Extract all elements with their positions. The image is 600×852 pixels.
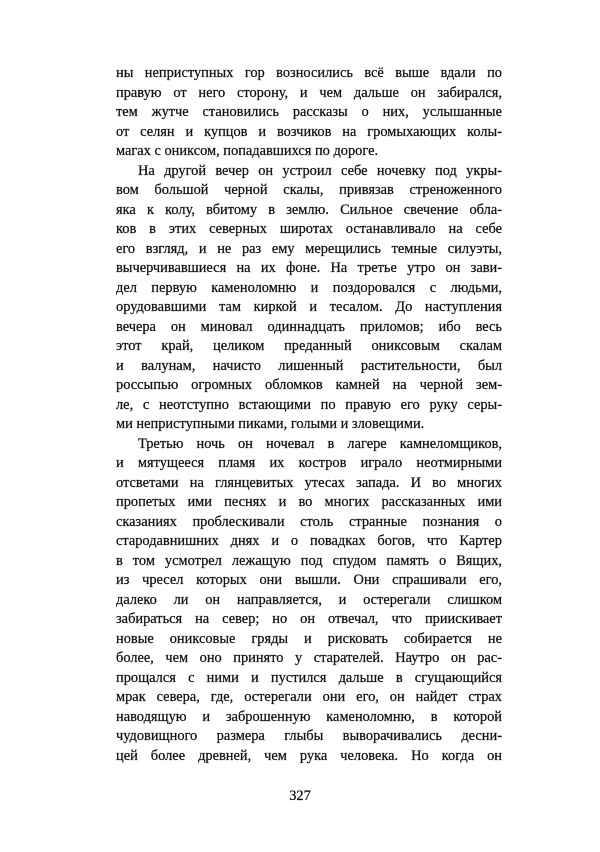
body-text bbox=[116, 64, 502, 766]
text-line: дел первую каменоломню и поздоровался с людьми, bbox=[116, 279, 502, 296]
text-line: от селян и купцов и возчиков на громыхающих колы- bbox=[116, 123, 502, 140]
text-line: его взгляд, и не раз ему мерещились темные силуэты, bbox=[116, 240, 502, 257]
text-line: ков в этих северных широтах останавливало на себе bbox=[116, 221, 502, 237]
text-line: далеко ли он направляется, и остерегали слишком bbox=[116, 591, 502, 608]
text-line: отсветами на глянцевитых утесах запада. И во многих bbox=[116, 474, 502, 491]
text-line: вычерчивавшиеся на их фоне. На третье утро он зави- bbox=[116, 260, 502, 276]
text-line: забираться на север; но он отвечал, что приискивает bbox=[116, 611, 502, 627]
text-line: наводящую и заброшенную каменоломню, в которой bbox=[116, 708, 502, 725]
text-line: этот край, целиком преданный ониксовым скалам bbox=[116, 338, 502, 354]
text-line: мрак севера, где, остерегали они его, он найдет страх bbox=[116, 689, 502, 705]
text-line: чудовищного размера глыбы выворачивались десни- bbox=[116, 728, 502, 744]
text-line: правую от него сторону, и чем дальше он забирался, bbox=[116, 84, 502, 101]
text-line: ми неприступными пиками, голыми и зловещими. bbox=[116, 416, 425, 432]
text-line: из чресел которых они вышли. Они спрашивали его, bbox=[116, 572, 502, 588]
text-line: цей более древней, чем рука человека. Но когда он bbox=[116, 747, 502, 764]
text-line: стародавнишних днях и о повадках богов, что Картер bbox=[116, 533, 502, 549]
text-line: пропетых ими песнях и во многих рассказанных ими bbox=[116, 494, 502, 510]
text-line: ны неприступных гор возносились всё выше вдали по bbox=[116, 65, 502, 81]
text-line: магах с ониксом, попадавшихся по дороге. bbox=[116, 143, 379, 159]
text-line: в том усмотрел лежащую под спудом память о Вящих, bbox=[116, 552, 502, 569]
text-line: более, чем оно принято у старателей. Наутро он рас- bbox=[116, 650, 502, 666]
text-line: вечера он миновал одиннадцать приломов; ибо весь bbox=[116, 318, 502, 335]
text-line: На другой вечер он устроил себе ночевку под укры- bbox=[138, 162, 502, 179]
text-line: новые ониксовые гряды и рисковать собирается не bbox=[116, 630, 502, 647]
text-line: тем жутче становились рассказы о них, услышанные bbox=[116, 104, 502, 120]
text-line: прощался с ними и пустился дальше в сгущающийся bbox=[116, 669, 502, 686]
text-line: орудовавшими там киркой и тесалом. До наступления bbox=[116, 299, 502, 315]
text-line: и мятущееся пламя их костров играло неотмирными bbox=[116, 455, 502, 471]
text-line: вом большой черной скалы, привязав стреноженного bbox=[116, 182, 502, 198]
text-line: россыпью огромных обломков камней на черной зем- bbox=[116, 377, 502, 393]
text-line: сказаниях проблескивали столь странные познания о bbox=[116, 513, 502, 530]
page-number: 327 bbox=[289, 788, 311, 804]
text-line: ле, с неотступно встающими по правую его руку серы- bbox=[116, 396, 502, 413]
text-line: яка к колу, вбитому в землю. Сильное свечение обла- bbox=[116, 201, 502, 218]
text-line: и валунам, начисто лишенный растительности, был bbox=[116, 357, 502, 374]
text-line: Третью ночь он ночевал в лагере камнеломщиков, bbox=[138, 435, 502, 452]
